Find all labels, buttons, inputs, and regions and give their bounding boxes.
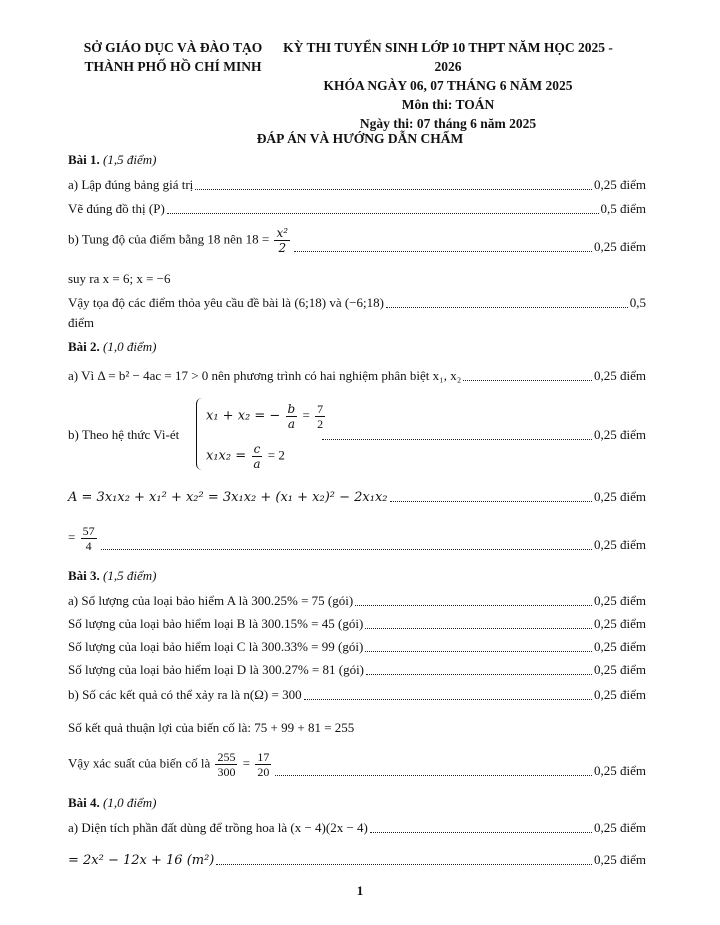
answer-text-prefix: Vậy xác suất của biến cố là: [68, 755, 211, 771]
header-department-line2: THÀNH PHỐ HỒ CHÍ MINH: [84, 59, 262, 74]
answer-score: 0,25 điểm: [594, 489, 646, 504]
answer-line: [68, 687, 646, 703]
fraction-denominator: 2: [278, 241, 287, 255]
answer-text: Số lượng của loại bảo hiểm loại D là 300.27% = 81 (gói): [68, 662, 365, 677]
dot-leader: [370, 831, 592, 833]
equation-text: =: [242, 755, 251, 771]
answer-line: [68, 368, 646, 384]
answer-score: 0,25 điểm: [594, 687, 646, 702]
answer-text: [68, 750, 273, 779]
answer-line: [68, 201, 646, 217]
fraction: [215, 750, 237, 779]
document-title: ĐÁP ÁN VÀ HƯỚNG DẪN CHẤM: [256, 131, 464, 146]
equation-text: =: [68, 529, 76, 545]
header-exam-line1: KỲ THI TUYỂN SINH LỚP 10 THPT NĂM HỌC 2025 - 2026: [283, 40, 613, 74]
header-department-line1: SỞ GIÁO DỤC VÀ ĐÀO TẠO: [83, 40, 263, 55]
dot-leader: [195, 188, 592, 190]
section-bai4-heading: [68, 795, 156, 811]
page-number: 1: [356, 883, 364, 898]
fraction: [255, 750, 271, 779]
section-title: Bài 2.: [68, 339, 100, 354]
dot-leader: [386, 306, 628, 308]
answer-score: 0,25 điểm: [594, 639, 646, 654]
answer-text: [68, 226, 292, 255]
section-points: (1,0 điểm): [103, 795, 157, 810]
section-title: Bài 3.: [68, 568, 100, 583]
fraction: [251, 442, 262, 471]
section-title: Bài 1.: [68, 152, 100, 167]
answer-score: 0,25 điểm: [594, 662, 646, 677]
answer-line: [68, 593, 646, 609]
answer-text: b) Theo hệ thức Vi-ét: [68, 427, 180, 442]
answer-line: [68, 177, 646, 193]
fraction-numerator: 17: [257, 750, 270, 764]
dot-leader: [275, 774, 592, 776]
fraction-denominator: 4: [85, 539, 92, 553]
answer-score: 0,5 điểm: [600, 201, 646, 216]
header-exam-subject: Môn thi: TOÁN: [401, 97, 495, 112]
answer-line: [68, 820, 646, 836]
fraction: [81, 524, 97, 553]
section-points: (1,0 điểm): [103, 339, 157, 354]
dot-leader: [366, 673, 592, 675]
answer-score: 0,25 điểm: [594, 177, 646, 192]
section-title: Bài 4.: [68, 795, 100, 810]
equation-text: =: [302, 407, 310, 423]
answer-line: [68, 226, 646, 255]
answer-line: [68, 616, 646, 632]
answer-text: a) Vì Δ = b² − 4ac = 17 > 0 nên phương trình có hai nghiệm phân biệt x₁, x₂: [68, 368, 462, 383]
fraction-numerator: b: [287, 402, 296, 416]
answer-line: [68, 852, 646, 868]
answer-score: 0,25 điểm: [594, 537, 646, 552]
section-bai2-heading: [68, 339, 156, 355]
answer-text: b) Số các kết quả có thể xảy ra là n(Ω) = 300: [68, 687, 302, 702]
fraction: [274, 226, 290, 255]
answer-score: 0,25 điểm: [594, 616, 646, 631]
fraction-denominator: a: [287, 417, 295, 431]
fraction-denominator: 2: [317, 417, 324, 431]
answer-text-prefix: b) Tung độ của điểm bằng 18 nên 18 =: [68, 231, 270, 247]
dot-leader: [322, 438, 592, 440]
dot-leader: [101, 548, 592, 550]
answer-text-wrap: điểm: [68, 315, 94, 330]
answer-score: 0,25 điểm: [594, 852, 646, 867]
answer-line: [68, 639, 646, 655]
equation-text: x₁x₂ =: [206, 448, 247, 464]
answer-line: [68, 750, 646, 779]
dot-leader: [216, 863, 592, 865]
dot-leader: [167, 212, 599, 214]
fraction-numerator: c: [253, 442, 261, 456]
answer-text: [68, 524, 99, 553]
answer-text: a) Diện tích phần đất dùng để trồng hoa là (x − 4)(2x − 4): [68, 820, 368, 835]
section-bai3-heading: [68, 568, 156, 584]
fraction-denominator: 20: [257, 765, 270, 779]
header-department: [78, 38, 268, 76]
fraction-numerator: 57: [82, 524, 95, 538]
answer-score: 0,25 điểm: [594, 763, 646, 778]
answer-text: Số lượng của loại bảo hiểm loại C là 300.33% = 99 (gói): [68, 639, 364, 654]
answer-score: 0,25 điểm: [594, 427, 646, 442]
answer-score: 0,25 điểm: [594, 239, 646, 254]
answer-line: [68, 489, 646, 505]
section-bai1-heading: [68, 152, 156, 168]
fraction-numerator: 7: [317, 402, 324, 416]
answer-line: [68, 427, 646, 443]
dot-leader: [463, 379, 592, 381]
dot-leader: [304, 698, 592, 700]
answer-text: Vẽ đúng đồ thị (P): [68, 201, 165, 216]
system-equation-2: [206, 442, 285, 471]
section-points: (1,5 điểm): [103, 568, 157, 583]
dot-leader: [365, 627, 592, 629]
answer-text: Số lượng của loại bảo hiểm loại B là 300.15% = 45 (gói): [68, 616, 364, 631]
answer-text: suy ra x = 6; x = −6: [68, 271, 171, 286]
answer-text: a) Số lượng của loại bảo hiểm A là 300.25% = 75 (gói): [68, 593, 354, 608]
dot-leader: [365, 650, 592, 652]
fraction-denominator: a: [253, 457, 261, 471]
answer-score: 0,25 điểm: [594, 593, 646, 608]
header-exam-date: Ngày thi: 07 tháng 6 năm 2025: [359, 116, 537, 131]
answer-line: [68, 295, 646, 311]
header-exam-info: [268, 38, 628, 133]
header-exam-line2: KHÓA NGÀY 06, 07 THÁNG 6 NĂM 2025: [323, 78, 573, 93]
dot-leader: [355, 604, 592, 606]
answer-text: a) Lập đúng bảng giá trị: [68, 177, 194, 192]
fraction-denominator: 300: [217, 765, 236, 779]
answer-line: [68, 524, 646, 553]
answer-line: [68, 662, 646, 678]
fraction-numerator: x²: [276, 226, 289, 240]
section-points: (1,5 điểm): [103, 152, 157, 167]
answer-text: Số kết quả thuận lợi của biến cố là: 75 + 99 + 81 = 255: [68, 720, 355, 735]
equation-text: x₁ + x₂ = −: [206, 408, 281, 424]
equation-text: = 2: [267, 447, 285, 463]
answer-text: = 2x² − 12x + 16 (m²): [68, 853, 215, 868]
dot-leader: [390, 500, 592, 502]
answer-text: A = 3x₁x₂ + x₁² + x₂² = 3x₁x₂ + (x₁ + x₂)² − 2x₁x₂: [68, 490, 388, 505]
dot-leader: [294, 250, 592, 252]
answer-score: 0,25 điểm: [594, 368, 646, 383]
answer-score: 0,25 điểm: [594, 820, 646, 835]
answer-text: Vậy tọa độ các điểm thỏa yêu cầu đề bài là (6;18) và (−6;18): [68, 295, 384, 310]
fraction-numerator: 255: [217, 750, 236, 764]
answer-score: 0,5: [629, 295, 646, 310]
